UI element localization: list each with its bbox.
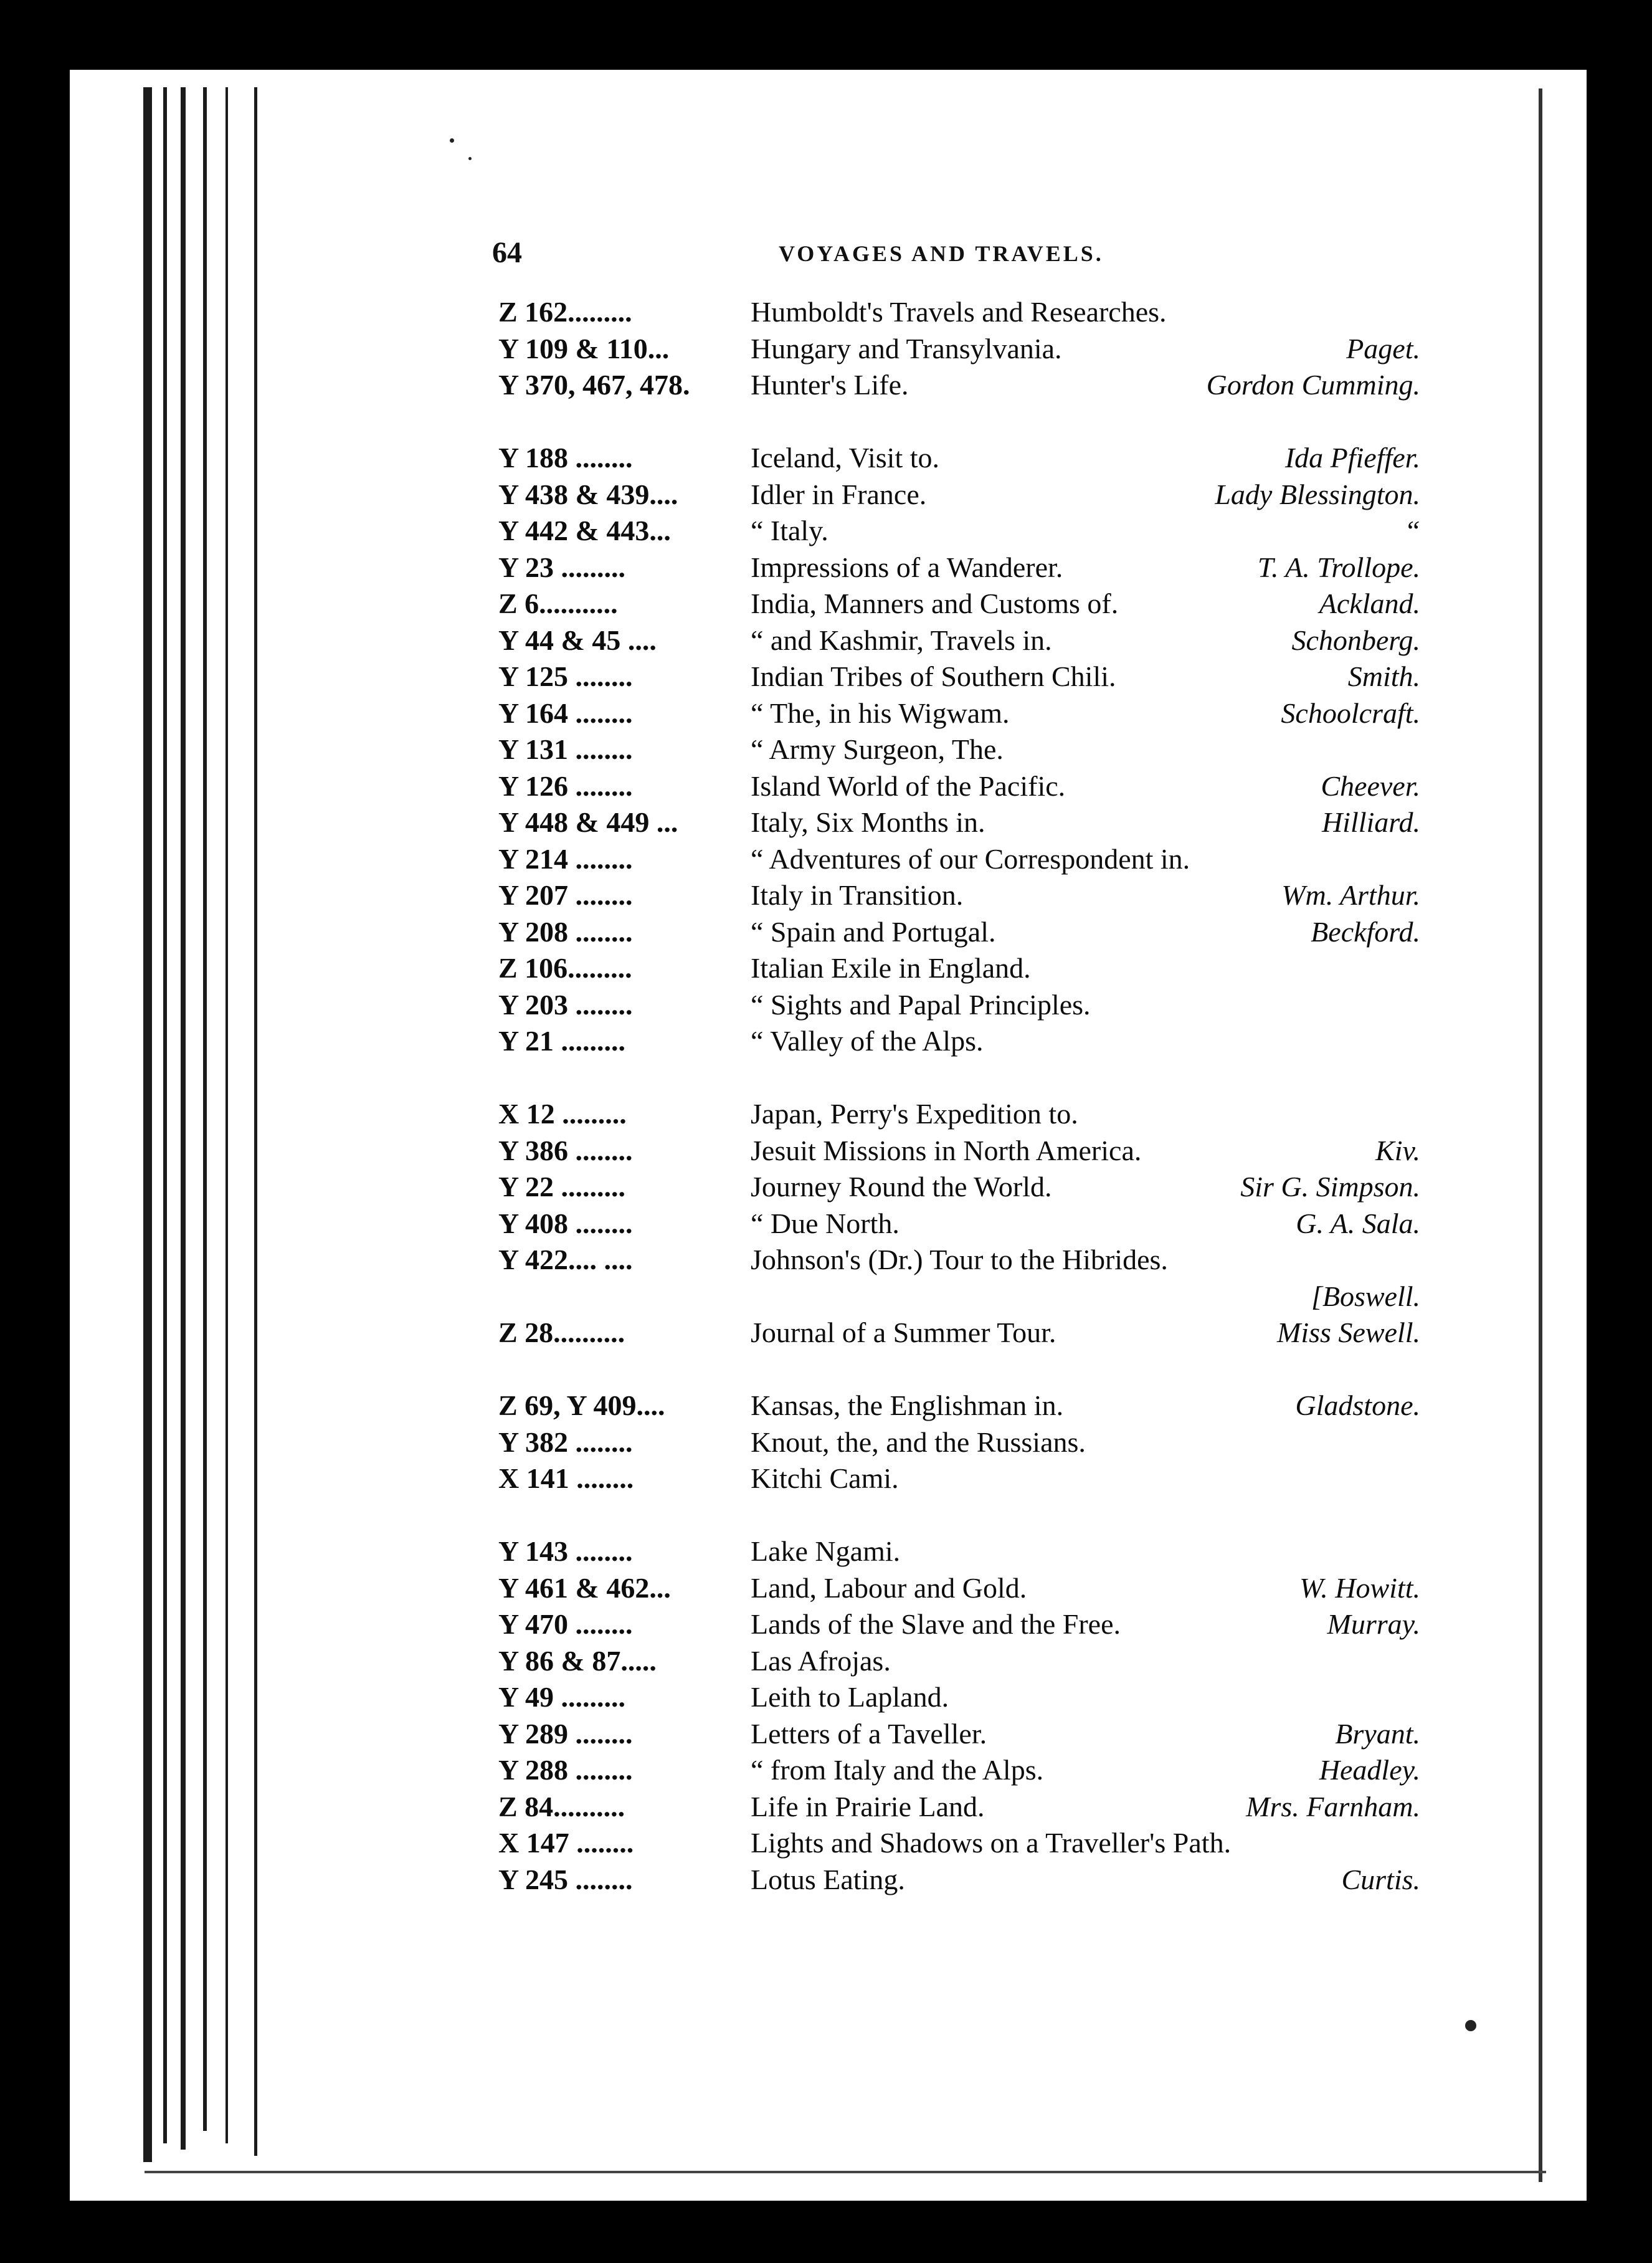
shelf-mark: Y 288 ........: [498, 1754, 633, 1786]
entry-title: “ Sights and Papal Principles.: [751, 988, 1091, 1021]
shelf-mark: Y 126 ........: [498, 769, 633, 802]
entry-title: Johnson's (Dr.) Tour to the Hibrides.: [751, 1244, 1168, 1275]
entry-title: “ Spain and Portugal.: [751, 915, 996, 948]
entry-title: Hunter's Life.: [751, 369, 909, 401]
shelf-mark: Y 442 & 443...: [498, 515, 671, 546]
shelf-mark: Y 461 & 462...: [498, 1571, 671, 1604]
entry-title: Idler in France.: [751, 478, 927, 510]
shelf-mark: Y 289 ........: [498, 1717, 633, 1750]
entry-author: T. A. Trollope.: [1257, 551, 1420, 583]
catalogue-entry: [498, 1315, 1420, 1351]
catalogue-list: [498, 294, 1420, 1898]
catalogue-entry: [498, 1862, 1420, 1899]
entry-title: Italian Exile in England.: [751, 952, 1031, 984]
catalogue-entry: [498, 440, 1420, 477]
catalogue-entry: [498, 841, 1420, 878]
catalogue-entry: [498, 877, 1420, 914]
page-edge: [225, 87, 228, 2143]
catalogue-entry: [498, 1133, 1420, 1170]
entry-title: Lands of the Slave and the Free.: [751, 1608, 1121, 1640]
catalogue-entry: [498, 367, 1420, 404]
catalogue-entry: [498, 659, 1420, 695]
entry-title: “ Army Surgeon, The.: [751, 733, 1004, 765]
shelf-mark: Y 22 .........: [498, 1171, 626, 1203]
shelf-mark: X 141 ........: [498, 1462, 634, 1494]
catalogue-entry: [498, 1643, 1420, 1680]
entry-title: Knout, the, and the Russians.: [751, 1426, 1086, 1458]
shelf-mark: Y 164 ........: [498, 697, 633, 729]
catalogue-entry: [498, 1388, 1420, 1424]
shelf-mark: Y 143 ........: [498, 1535, 633, 1567]
bottom-edge: [145, 2171, 1546, 2173]
page-edge: [181, 87, 186, 2150]
entry-title: India, Manners and Customs of.: [751, 588, 1119, 619]
shelf-mark: Y 370, 467, 478.: [498, 369, 690, 401]
shelf-mark: Y 203 ........: [498, 988, 633, 1021]
shelf-mark: Y 109 & 110...: [498, 332, 670, 364]
entry-author: Kiv.: [1375, 1134, 1420, 1166]
page-header: [492, 236, 1417, 279]
catalogue-entry: [498, 331, 1420, 368]
entry-author: Lady Blessington.: [1215, 478, 1420, 510]
entry-title: Life in Prairie Land.: [751, 1790, 985, 1822]
entry-title: “ Due North.: [751, 1207, 900, 1239]
entry-author: Wm. Arthur.: [1281, 879, 1420, 911]
entry-title: Iceland, Visit to.: [751, 442, 939, 474]
shelf-mark: Y 49 .........: [498, 1681, 626, 1713]
entry-title: Land, Labour and Gold.: [751, 1571, 1027, 1604]
entry-title: Las Afrojas.: [751, 1644, 891, 1677]
entry-author: Paget.: [1346, 332, 1420, 364]
entry-title: Letters of a Taveller.: [751, 1717, 987, 1750]
shelf-mark: Y 125 ........: [498, 660, 633, 692]
entry-author: Curtis.: [1341, 1863, 1420, 1895]
shelf-mark: Y 422.... ....: [498, 1244, 633, 1275]
shelf-mark: Y 208 ........: [498, 915, 633, 948]
shelf-mark: Z 84..........: [498, 1790, 625, 1822]
catalogue-entry: [498, 1716, 1420, 1753]
shelf-mark: X 12 .........: [498, 1098, 627, 1130]
page-edge: [163, 87, 167, 2143]
shelf-mark: Z 162.........: [498, 296, 632, 328]
catalogue-entry: [498, 513, 1420, 550]
catalogue-entry: [498, 804, 1420, 841]
shelf-mark: X 147 ........: [498, 1827, 634, 1859]
entry-title: Hungary and Transylvania.: [751, 332, 1062, 364]
catalogue-entry: [498, 768, 1420, 805]
shelf-mark: Y 21 .........: [498, 1025, 626, 1057]
left-margin: [70, 70, 145, 2201]
catalogue-entry: [498, 1424, 1420, 1461]
running-head: VOYAGES AND TRAVELS.: [779, 241, 1104, 266]
catalogue-entry: [498, 1752, 1420, 1789]
entry-author: Murray.: [1327, 1608, 1420, 1640]
entry-title: Lights and Shadows on a Traveller's Path.: [751, 1827, 1232, 1859]
catalogue-entry: [498, 1789, 1420, 1826]
entry-title: Lake Ngami.: [751, 1535, 901, 1567]
entry-title: “ The, in his Wigwam.: [751, 697, 1010, 729]
entry-title: Indian Tribes of Southern Chili.: [751, 660, 1116, 692]
ink-speck: [450, 138, 454, 143]
entry-title: Leith to Lapland.: [751, 1681, 949, 1713]
catalogue-entry: [498, 987, 1420, 1024]
catalogue-entry: [498, 950, 1420, 987]
entry-author: Headley.: [1319, 1754, 1420, 1786]
catalogue-entry: [498, 1242, 1420, 1279]
catalogue-entry: [498, 622, 1420, 659]
entry-author: Gladstone.: [1295, 1389, 1420, 1421]
catalogue-entry: [498, 1206, 1420, 1242]
entry-author: “: [1404, 515, 1420, 546]
entry-title: Impressions of a Wanderer.: [751, 551, 1063, 583]
page-number: 64: [492, 236, 522, 269]
entry-title: Kitchi Cami.: [751, 1462, 899, 1494]
entry-author: Miss Sewell.: [1277, 1317, 1420, 1348]
entry-title: “ Italy.: [751, 515, 828, 546]
entry-author: W. Howitt.: [1299, 1571, 1420, 1604]
page-edge: [143, 87, 152, 2162]
entry-title: Italy in Transition.: [751, 879, 964, 911]
gutter-line: [1539, 88, 1542, 2182]
shelf-mark: Y 448 & 449 ...: [498, 806, 678, 838]
entry-title: Kansas, the Englishman in.: [751, 1389, 1064, 1421]
catalogue-entry: [498, 1169, 1420, 1206]
shelf-mark: Y 470 ........: [498, 1608, 633, 1640]
shelf-mark: Z 28..........: [498, 1317, 625, 1348]
catalogue-entry: [498, 294, 1420, 331]
entry-title: Lotus Eating.: [751, 1863, 905, 1895]
shelf-mark: Y 214 ........: [498, 842, 633, 875]
shelf-mark: Y 131 ........: [498, 733, 633, 765]
catalogue-entry: [498, 914, 1420, 951]
section-gap: [498, 1351, 1420, 1388]
shelf-mark: Y 382 ........: [498, 1426, 633, 1458]
catalogue-entry: [498, 731, 1420, 768]
entry-title: “ Adventures of our Correspondent in.: [751, 842, 1190, 875]
entry-author: G. A. Sala.: [1296, 1207, 1420, 1239]
shelf-mark: Y 207 ........: [498, 879, 633, 911]
catalogue-entry: [498, 1570, 1420, 1607]
shelf-mark: Y 245 ........: [498, 1863, 633, 1895]
section-gap: [498, 1060, 1420, 1097]
shelf-mark: Z 106.........: [498, 952, 632, 984]
shelf-mark: Y 86 & 87.....: [498, 1644, 657, 1677]
entry-title: “ from Italy and the Alps.: [751, 1754, 1044, 1786]
page-edge: [254, 87, 257, 2156]
entry-title: Japan, Perry's Expedition to.: [751, 1098, 1078, 1130]
entry-title: “ and Kashmir, Travels in.: [751, 624, 1052, 656]
entry-title: Island World of the Pacific.: [751, 769, 1066, 802]
catalogue-entry: [498, 586, 1420, 622]
entry-author: Gordon Cumming.: [1206, 369, 1420, 401]
section-gap: [498, 1497, 1420, 1534]
shelf-mark: Y 408 ........: [498, 1207, 633, 1239]
shelf-mark: Z 6...........: [498, 588, 618, 619]
entry-title: Journal of a Summer Tour.: [751, 1317, 1056, 1348]
entry-author: Smith.: [1347, 660, 1420, 692]
catalogue-entry: [498, 1606, 1420, 1643]
shelf-mark: Y 386 ........: [498, 1134, 633, 1166]
entry-title: Italy, Six Months in.: [751, 806, 985, 838]
entry-author: Schoolcraft.: [1281, 697, 1420, 729]
catalogue-entry: [498, 1533, 1420, 1570]
section-gap: [498, 404, 1420, 441]
catalogue-entry: [498, 1096, 1420, 1133]
ink-speck: [468, 157, 472, 160]
entry-author: Sir G. Simpson.: [1240, 1171, 1420, 1203]
catalogue-entry: [498, 1279, 1420, 1315]
entry-title: Humboldt's Travels and Researches.: [751, 296, 1167, 328]
shelf-mark: Y 188 ........: [498, 442, 633, 474]
entry-author: Schonberg.: [1291, 624, 1420, 656]
catalogue-entry: [498, 1825, 1420, 1862]
shelf-mark: Y 23 .........: [498, 551, 626, 583]
catalogue-entry: [498, 1679, 1420, 1716]
entry-author: Hilliard.: [1321, 806, 1420, 838]
entry-author: Mrs. Farnham.: [1246, 1790, 1420, 1822]
entry-author: Beckford.: [1311, 915, 1420, 948]
catalogue-entry: [498, 477, 1420, 513]
entry-author: Ackland.: [1319, 588, 1420, 619]
entry-title: “ Valley of the Alps.: [751, 1025, 984, 1057]
shelf-mark: Y 44 & 45 ....: [498, 624, 657, 656]
catalogue-entry: [498, 1023, 1420, 1060]
catalogue-entry: [498, 695, 1420, 732]
ink-speck: [1465, 2020, 1476, 2031]
entry-author: [Boswell.: [1311, 1280, 1420, 1312]
entry-author: Ida Pfieffer.: [1284, 442, 1420, 474]
shelf-mark: Y 438 & 439....: [498, 478, 678, 510]
page-edge: [203, 87, 207, 2131]
entry-author: Cheever.: [1321, 769, 1420, 802]
shelf-mark: Z 69, Y 409....: [498, 1389, 665, 1421]
entry-title: Journey Round the World.: [751, 1171, 1052, 1203]
entry-author: Bryant.: [1335, 1717, 1420, 1750]
entry-title: Jesuit Missions in North America.: [751, 1134, 1142, 1166]
catalogue-entry: [498, 1460, 1420, 1497]
catalogue-entry: [498, 550, 1420, 586]
